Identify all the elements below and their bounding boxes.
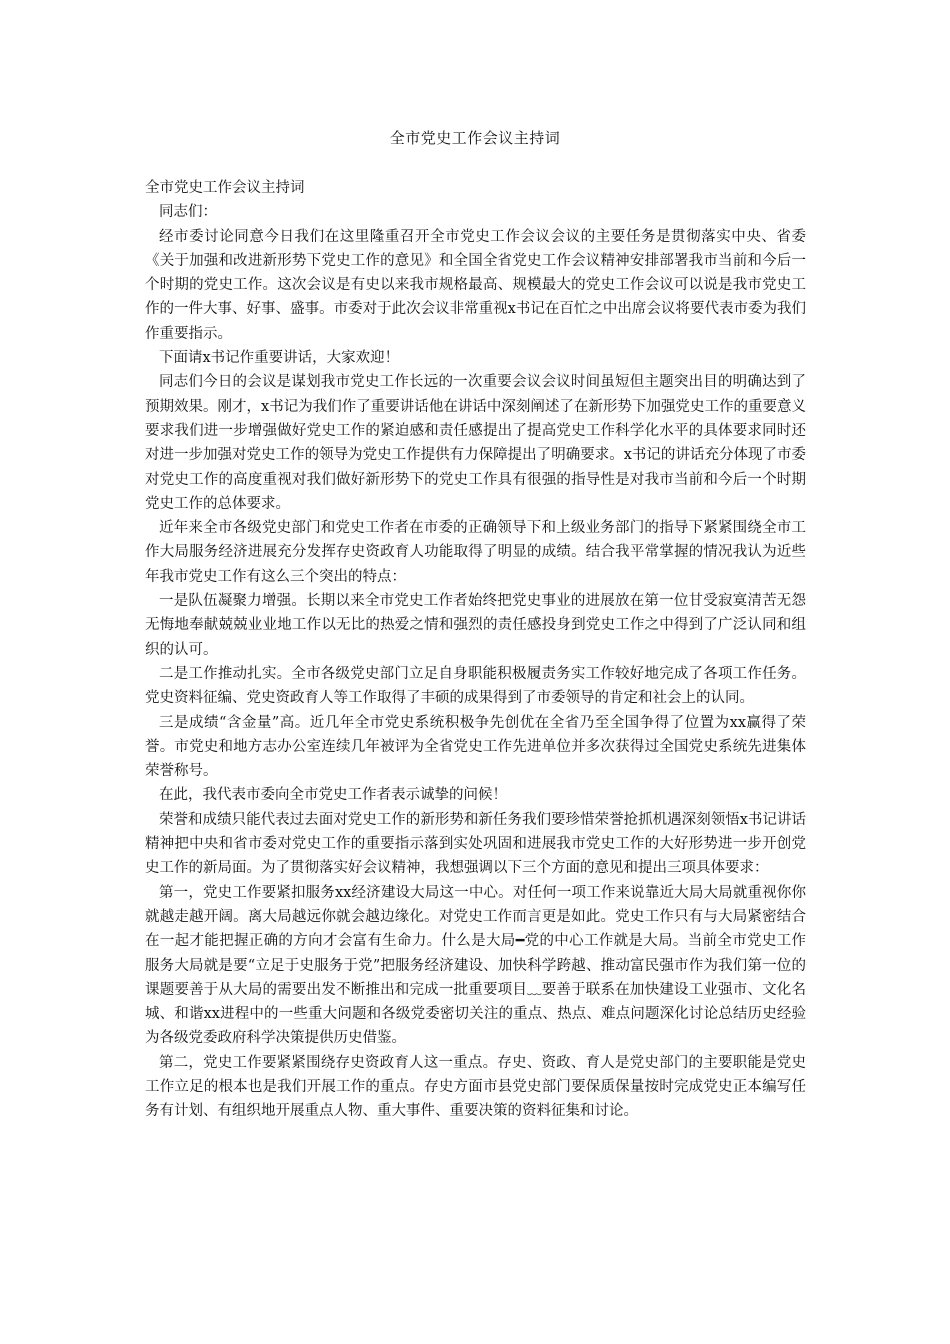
paragraph: 一是队伍凝聚力增强。长期以来全市党史工作者始终把党史事业的进展放在第一位甘受寂寞清苦无怨无悔地奉献兢兢业业地工作以无比的热爱之情和强烈的责任感投身到党史工作之中得到了广泛认同和组织的认可。 [145,593,806,658]
paragraph: 在此，我代表市委向全市党史工作者表示诚挚的问候！ [159,787,507,804]
paragraph: 近年来全市各级党史部门和党史工作者在市委的正确领导下和上级业务部门的指导下紧紧围绕全市工作大局服务经济进展充分发挥存史资政育人功能取得了明显的成绩。结合我平常掌握的情况我认为近些年我市党史工作有这么三个突出的特点： [145,520,806,585]
document-body [145,176,806,1124]
paragraph: 荣誉和成绩只能代表过去面对党史工作的新形势和新任务我们要珍惜荣誉抢抓机遇深刻领悟x书记讲话精神把中央和省市委对党史工作的重要指示落到实处巩固和进展我市党史工作的大好形势进一步开创党史工作的新局面。为了贯彻落实好会议精神，我想强调以下三个方面的意见和提出三项具体要求： [145,811,806,877]
paragraph: 经市委讨论同意今日我们在这里隆重召开全市党史工作会议会议的主要任务是贯彻落实中央、省委《关于加强和改进新形势下党史工作的意见》和全国全省党史工作会议精神安排部署我市当前和今后一个时期的党史工作。这次会议是有史以来我市规格最高、规模最大的党史工作会议可以说是我市党史工作的一件大事、好事、盛事。市委对于此次会议非常重视x书记在百忙之中出席会议将要代表市委为我们作重要指示。 [145,228,806,342]
paragraph: 三是成绩“含金量”高。近几年全市党史系统积极争先创优在全省乃至全国争得了位置为xx赢得了荣誉。市党史和地方志办公室连续几年被评为全省党史工作先进单位并多次获得过全国党史系统先进集体荣誉称号。 [145,714,806,780]
paragraph: 二是工作推动扎实。全市各级党史部门立足自身职能积极履责务实工作较好地完成了各项工作任务。党史资料征编、党史资政育人等工作取得了丰硕的成果得到了市委领导的肯定和社会上的认同。 [145,665,806,707]
paragraph: 第二，党史工作要紧紧围绕存史资政育人这一重点。存史、资政、育人是党史部门的主要职能是党史工作立足的根本也是我们开展工作的重点。存史方面市县党史部门要保质保量按时完成党史正本编写任务有计划、有组织地开展重点人物、重大事件、重要决策的资料征集和讨论。 [145,1054,806,1120]
paragraph-salutation: 同志们： [159,204,217,221]
paragraph: 第一，党史工作要紧扣服务xx经济建设大局这一中心。对任何一项工作来说靠近大局大局就重视你你就越走越开阔。离大局越远你就会越边缘化。对党史工作而言更是如此。党史工作只有与大局紧密结合在一起才能把握正确的方向才会富有生命力。什么是大局━党的中心工作就是大局。当前全市党史工作服务大局就是要“立足于史服务于党”把服务经济建设、加快科学跨越、推动富民强市作为我们第一位的课题要善于从大局的需要出发不断推出和完成一批重要项目﹏要善于联系在加快建设工业强市、文化名城、和谐xx进程中的一些重大问题和各级党委密切关注的重点、热点、难点问题深化讨论总结历史经验为各级党委政府科学决策提供历史借鉴。 [145,884,806,1047]
paragraph: 下面请x书记作重要讲话，大家欢迎！ [159,350,400,367]
paragraph: 同志们今日的会议是谋划我市党史工作长远的一次重要会议会议时间虽短但主题突出目的明确达到了预期效果。刚才，x书记为我们作了重要讲话他在讲话中深刻阐述了在新形势下加强党史工作的重要意义要求我们进一步增强做好党史工作的紧迫感和责任感提出了提高党史工作科学化水平的具体要求同时还对进一步加强对党史工作的领导为党史工作提供有力保障提出了明确要求。x书记的讲话充分体现了市委对党史工作的高度重视对我们做好新形势下的党史工作具有很强的指导性是对我市当前和今后一个时期党史工作的总体要求。 [145,374,806,512]
document-heading: 全市党史工作会议主持词 [145,180,305,196]
document-title: 全市党史工作会议主持词 [389,129,561,147]
